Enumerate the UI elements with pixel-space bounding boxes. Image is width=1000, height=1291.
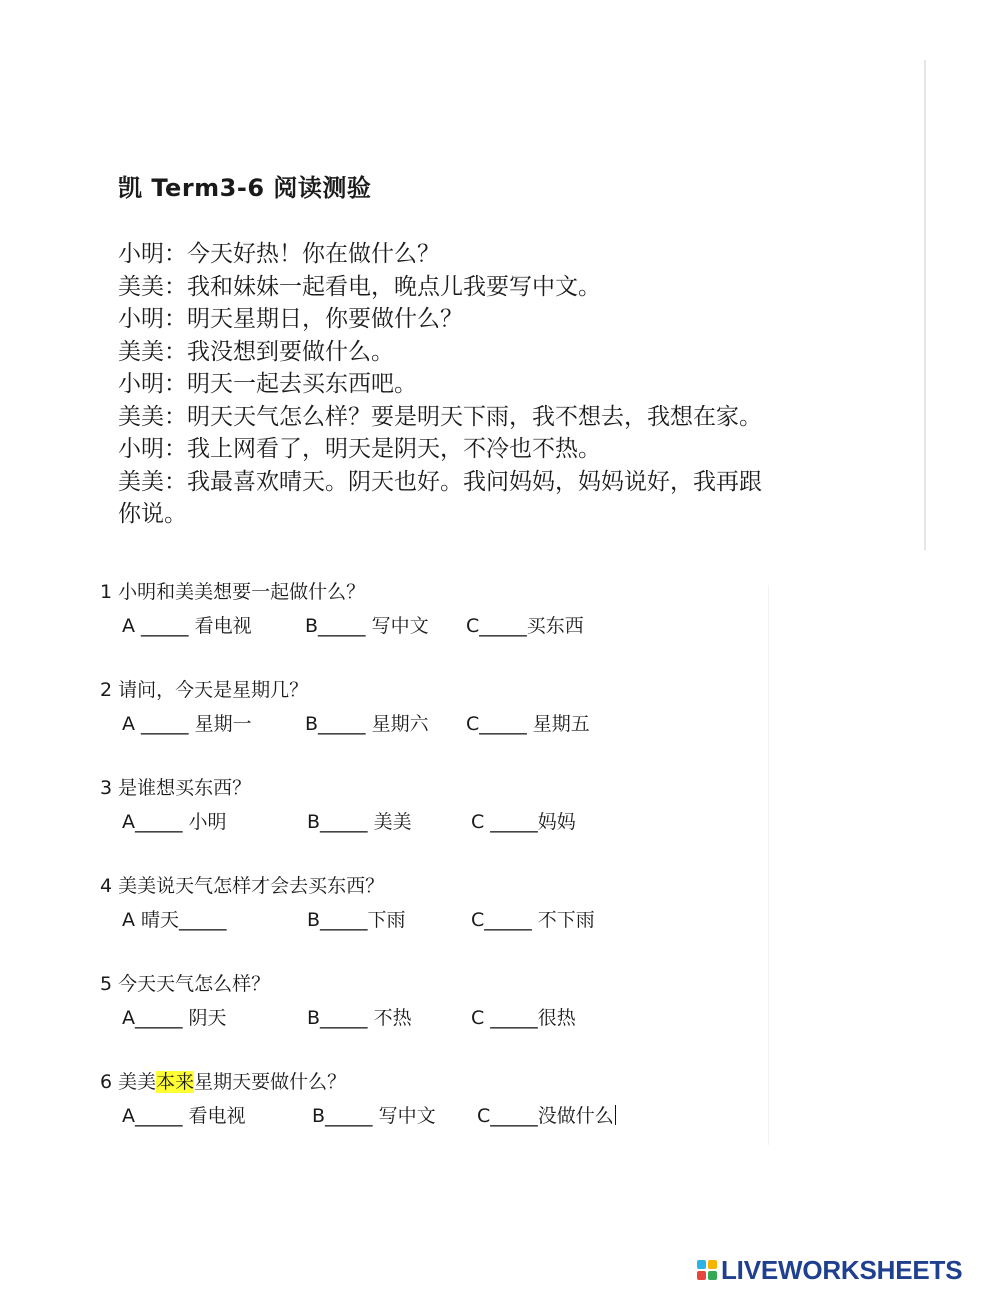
answer-options: [100, 1096, 614, 1128]
question-text-start: 6 美美: [100, 1071, 157, 1093]
worksheet-title: 凯 Term3-6 阅读测验: [118, 174, 372, 202]
answer-option-b[interactable]: B_____下雨: [307, 909, 406, 931]
answer-option-b[interactable]: B_____ 不热: [307, 1007, 412, 1029]
highlighted-word: 本来: [156, 1071, 195, 1093]
answer-option-c[interactable]: C _____妈妈: [471, 811, 576, 833]
logo-text: LIVEWORKSHEETS: [721, 1254, 963, 1285]
page-edge-divider: [924, 60, 926, 550]
answer-option-a[interactable]: A_____ 小明: [122, 811, 227, 833]
answer-option-a[interactable]: A_____ 阴天: [122, 1007, 227, 1029]
logo-square-green: [708, 1271, 717, 1280]
question-6: [100, 1068, 614, 1166]
answer-option-a[interactable]: A _____ 星期一: [122, 713, 252, 735]
passage-line: 美美：我和妹妹一起看电，晚点儿我要写中文。: [118, 273, 601, 300]
answer-option-c[interactable]: C_____ 星期五: [466, 713, 590, 735]
answer-option-c-text: C_____没做什么: [477, 1105, 614, 1127]
passage-line: 美美：我没想到要做什么。: [118, 338, 394, 365]
answer-option-b[interactable]: B_____ 写中文: [312, 1105, 436, 1127]
answer-option-c[interactable]: C_____ 不下雨: [471, 909, 595, 931]
answer-option-b[interactable]: B_____ 写中文: [305, 615, 429, 637]
passage-line: 你说。: [118, 501, 187, 527]
question-text: [100, 1068, 384, 1096]
question-text: 2 请问，今天是星期几？: [100, 679, 309, 701]
question-text: 5 今天天气怎么样？: [100, 973, 271, 995]
answer-options: [100, 998, 576, 1030]
logo-square-blue: [697, 1260, 706, 1269]
liveworksheets-logo-icon: [697, 1260, 717, 1280]
answer-option-a[interactable]: A 晴天_____: [122, 909, 227, 931]
answer-option-c[interactable]: [477, 1100, 616, 1132]
passage-line: 美美：我最喜欢晴天。阴天也好。我问妈妈，妈妈说好，我再跟: [118, 468, 762, 495]
answer-option-b[interactable]: B_____ 星期六: [305, 713, 429, 735]
question-2: [100, 676, 590, 774]
logo-square-red: [697, 1271, 706, 1280]
passage-line: 小明：明天星期日，你要做什么？: [118, 306, 463, 332]
passage-line: 美美：明天天气怎么样？要是明天下雨，我不想去，我想在家。: [118, 403, 762, 430]
dialogue-passage: [118, 238, 838, 531]
answer-options: [100, 802, 576, 834]
text-cursor: [615, 1105, 616, 1125]
answer-option-a[interactable]: A _____ 看电视: [122, 615, 252, 637]
answer-options: [100, 900, 595, 932]
question-text: 4 美美说天气怎样才会去买东西？: [100, 875, 385, 897]
question-text-end: 星期天要做什么？: [194, 1071, 347, 1093]
question-list: [100, 578, 614, 1166]
question-1: [100, 578, 584, 676]
question-text: 1 小明和美美想要一起做什么？: [100, 581, 366, 603]
answer-option-a[interactable]: A_____ 看电视: [122, 1105, 246, 1127]
question-3: [100, 774, 576, 872]
passage-line: 小明：我上网看了，明天是阴天，不冷也不热。: [118, 436, 601, 462]
logo-square-yellow: [708, 1260, 717, 1269]
liveworksheets-logo: [697, 1254, 962, 1286]
question-4: [100, 872, 595, 970]
passage-line: 小明：今天好热！你在做什么？: [118, 241, 440, 267]
answer-options: [100, 704, 590, 736]
answer-options: [100, 606, 584, 638]
answer-option-c[interactable]: C _____很热: [471, 1007, 576, 1029]
passage-line: 小明：明天一起去买东西吧。: [118, 371, 417, 397]
question-text: 3 是谁想买东西？: [100, 777, 252, 799]
answer-option-b[interactable]: B_____ 美美: [307, 811, 412, 833]
question-5: [100, 970, 576, 1068]
page-edge-divider-faint: [768, 585, 769, 1145]
answer-option-c[interactable]: C_____买东西: [466, 615, 584, 637]
